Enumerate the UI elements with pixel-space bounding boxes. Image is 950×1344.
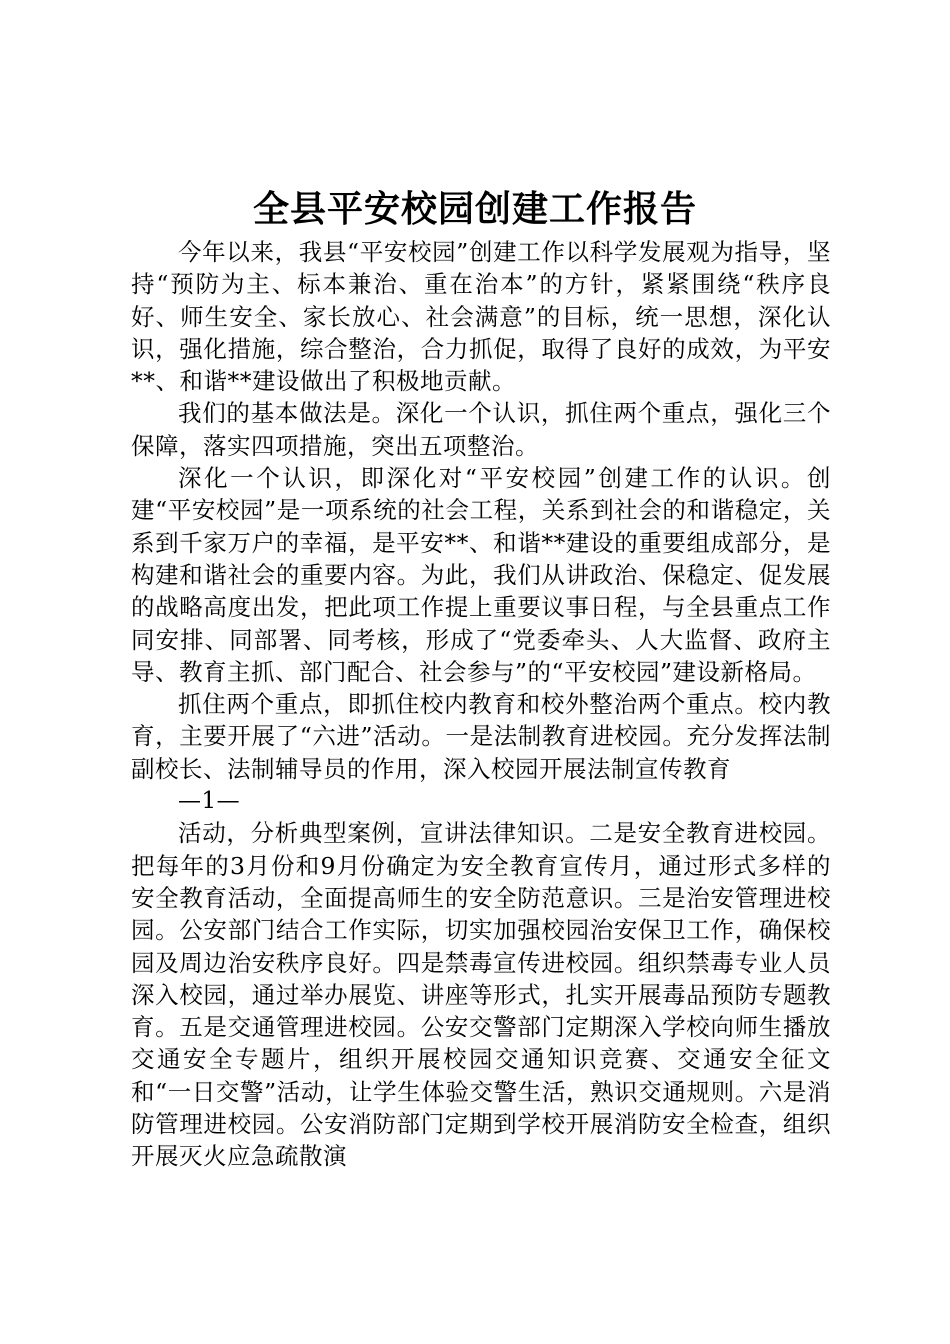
paragraph-basic-approach: 我们的基本做法是。深化一个认识，抓住两个重点，强化三个保障，落实四项措施，突出五项整治。 bbox=[131, 399, 831, 460]
paragraph-continued: 活动，分析典型案例，宣讲法律知识。二是安全教育进校园。把每年的3月份和9月份确定为安全教育宣传月，通过形式多样的安全教育活动，全面提高师生的安全防范意识。三是治安管理进校园。公安部门结合工作实际，切实加强校园治安保卫工作，确保校园及周边治安秩序良好。四是禁毒宣传进校园。组织禁毒专业人员深入校园，通过举办展览、讲座等形式，扎实开展毒品预防专题教育。五是交通管理进校园。公安交警部门定期深入学校向师生播放交通安全专题片，组织开展校园交通知识竞赛、交通安全征文和“一日交警”活动，让学生体验交警生活，熟识交通规则。六是消防管理进校园。公安消防部门定期到学校开展消防安全检查，组织开展灭火应急疏散演 bbox=[131, 819, 831, 1171]
paragraph-deepen-understanding: 深化一个认识，即深化对“平安校园”创建工作的认识。创建“平安校园”是一项系统的社会工程，关系到社会的和谐稳定，关系到千家万户的幸福，是平安**、和谐**建设的重要组成部分，是构建和谐社会的重要内容。为此，我们从讲政治、保稳定、促发展的战略高度出发，把此项工作提上重要议事日程，与全县重点工作同安排、同部署、同考核，形成了“党委牵头、人大监督、政府主导、教育主抓、部门配合、社会参与”的“平安校园”建设新格局。 bbox=[131, 464, 831, 686]
paragraph-two-priorities: 抓住两个重点，即抓住校内教育和校外整治两个重点。校内教育，主要开展了“六进”活动。一是法制教育进校园。充分发挥法制副校长、法制辅导员的作用，深入校园开展法制宣传教育 bbox=[131, 690, 831, 783]
document-title: 全县平安校园创建工作报告 bbox=[252, 188, 697, 230]
document-body bbox=[131, 236, 831, 1173]
paragraph-intro: 今年以来，我县“平安校园”创建工作以科学发展观为指导，坚持“预防为主、标本兼治、重在治本”的方针，紧紧围绕“秩序良好、师生安全、家长放心、社会满意”的目标，统一思想，深化认识，强化措施，综合整治，合力抓促，取得了良好的成效，为平安**、和谐**建设做出了积极地贡献。 bbox=[131, 238, 831, 396]
page-number: —1— bbox=[178, 788, 241, 815]
